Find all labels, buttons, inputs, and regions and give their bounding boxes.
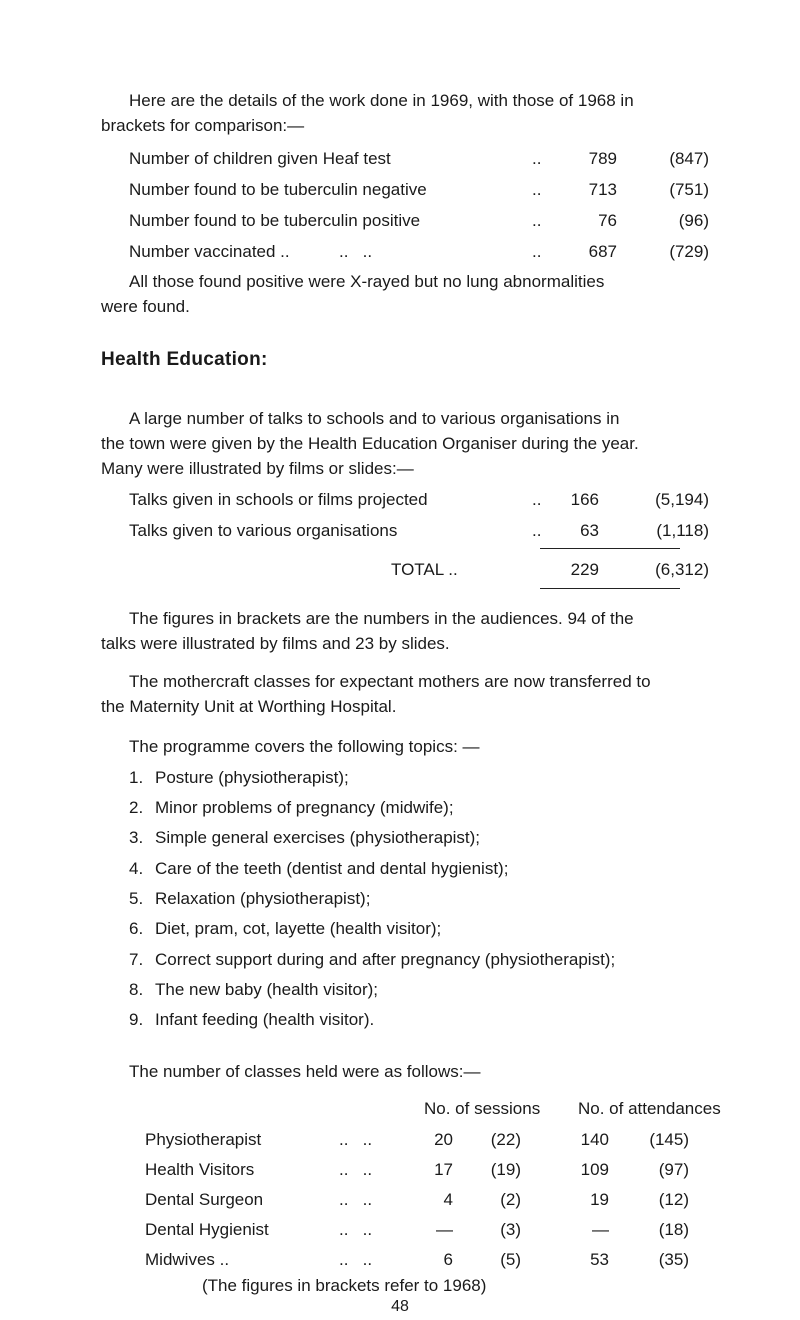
heaf-row-label: Number of children given Heaf test bbox=[129, 149, 391, 168]
heaf-row-1968: (847) bbox=[669, 149, 709, 168]
classes-row-label: Dental Hygienist bbox=[145, 1220, 269, 1239]
heaf-row-1968: (751) bbox=[669, 180, 709, 199]
talks-row-audience: (1,118) bbox=[656, 521, 709, 540]
talks-total-count: 229 bbox=[570, 560, 599, 579]
he-line-3: Many were illustrated by films or slides:— bbox=[101, 459, 414, 478]
topic-text: The new baby (health visitor); bbox=[155, 980, 378, 999]
heaf-row-mid-dots: .. .. bbox=[339, 242, 373, 261]
heaf-row-1 bbox=[129, 147, 709, 171]
classes-row-attend-1968: (18) bbox=[658, 1220, 689, 1239]
talks-row-label: Talks given to various organisations bbox=[129, 521, 398, 540]
classes-row-dots: .. .. bbox=[339, 1130, 373, 1149]
mothercraft-line-2: the Maternity Unit at Worthing Hospital. bbox=[101, 697, 397, 716]
topic-item-2 bbox=[129, 796, 454, 820]
brackets-line-1: The figures in brackets are the numbers in the audiences. 94 of the bbox=[129, 609, 634, 628]
topic-text: Relaxation (physiotherapist); bbox=[155, 889, 371, 908]
heaf-row-2 bbox=[129, 178, 709, 202]
classes-row-attend-1969: 53 bbox=[590, 1250, 609, 1269]
classes-row-label: Health Visitors bbox=[145, 1160, 255, 1179]
classes-row-2 bbox=[145, 1158, 710, 1182]
classes-row-label: Midwives .. bbox=[145, 1250, 230, 1269]
heaf-row-label: Number vaccinated .. bbox=[129, 242, 290, 261]
he-line-1: A large number of talks to schools and to various organisations in bbox=[129, 409, 620, 428]
classes-row-attend-1969: — bbox=[592, 1220, 609, 1239]
topic-text: Correct support during and after pregnancy (physiotherapist); bbox=[155, 950, 616, 969]
heaf-row-3 bbox=[129, 209, 709, 233]
talks-row-count: 63 bbox=[580, 521, 599, 540]
classes-row-dots: .. .. bbox=[339, 1220, 373, 1239]
classes-row-3 bbox=[145, 1188, 710, 1212]
classes-row-sessions-1968: (5) bbox=[500, 1250, 521, 1269]
intro-paragraph bbox=[101, 88, 703, 138]
topic-item-3 bbox=[129, 826, 480, 850]
classes-row-dots: .. .. bbox=[339, 1190, 373, 1209]
classes-row-attend-1969: 140 bbox=[580, 1130, 609, 1149]
classes-row-sessions-1968: (22) bbox=[490, 1130, 521, 1149]
section-heading-health-education: Health Education: bbox=[101, 349, 268, 370]
topic-text: Care of the teeth (dentist and dental hygienist); bbox=[155, 859, 509, 878]
brackets-line-2: talks were illustrated by films and 23 by slides. bbox=[101, 634, 450, 653]
classes-row-dots: .. .. bbox=[339, 1250, 373, 1269]
classes-row-attend-1969: 19 bbox=[590, 1190, 609, 1209]
topic-item-4 bbox=[129, 857, 508, 881]
topic-number: 3. bbox=[129, 828, 144, 847]
classes-footnote: (The figures in brackets refer to 1968) bbox=[202, 1276, 487, 1295]
topic-item-1 bbox=[129, 766, 349, 790]
topic-text: Simple general exercises (physiotherapist); bbox=[155, 828, 481, 847]
classes-row-dots: .. .. bbox=[339, 1160, 373, 1179]
heaf-row-label: Number found to be tuberculin positive bbox=[129, 211, 421, 230]
talks-total-audience: (6,312) bbox=[655, 560, 709, 579]
topic-number: 5. bbox=[129, 889, 144, 908]
xray-line-2: were found. bbox=[101, 297, 190, 316]
topic-item-7 bbox=[129, 948, 615, 972]
classes-row-sessions-1969: 20 bbox=[434, 1130, 453, 1149]
classes-row-sessions-1969: — bbox=[436, 1220, 453, 1239]
topic-number: 1. bbox=[129, 768, 144, 787]
topic-item-5 bbox=[129, 887, 370, 911]
heaf-row-1969: 789 bbox=[588, 149, 617, 168]
talks-row-dots: .. bbox=[532, 521, 542, 540]
talks-row-audience: (5,194) bbox=[655, 490, 709, 509]
classes-row-label: Dental Surgeon bbox=[145, 1190, 264, 1209]
topic-number: 6. bbox=[129, 919, 144, 938]
topic-number: 4. bbox=[129, 859, 144, 878]
heaf-row-dots: .. bbox=[532, 149, 542, 168]
heaf-row-dots: .. bbox=[532, 180, 542, 199]
classes-row-4 bbox=[145, 1218, 710, 1242]
classes-row-5 bbox=[145, 1248, 710, 1272]
topic-number: 2. bbox=[129, 798, 144, 817]
heaf-row-dots: .. bbox=[532, 242, 542, 261]
classes-row-attend-1968: (97) bbox=[658, 1160, 689, 1179]
classes-row-sessions-1969: 6 bbox=[443, 1250, 453, 1269]
classes-row-1 bbox=[145, 1128, 710, 1152]
heaf-row-1969: 713 bbox=[588, 180, 617, 199]
topic-text: Diet, pram, cot, layette (health visitor); bbox=[155, 919, 442, 938]
topic-item-6 bbox=[129, 917, 441, 941]
intro-line-1: Here are the details of the work done in 1969, with those of 1968 in bbox=[129, 91, 634, 110]
talks-row-dots: .. bbox=[532, 490, 542, 509]
mothercraft-line-1: The mothercraft classes for expectant mothers are now transferred to bbox=[129, 672, 651, 691]
heaf-row-1969: 687 bbox=[588, 242, 617, 261]
health-education-paragraph bbox=[101, 406, 703, 481]
classes-row-attend-1968: (35) bbox=[658, 1250, 689, 1269]
programme-intro: The programme covers the following topics: — bbox=[129, 737, 480, 756]
topic-text: Infant feeding (health visitor). bbox=[155, 1010, 375, 1029]
heaf-row-1968: (96) bbox=[678, 211, 709, 230]
col-header-attendances: No. of attendances bbox=[578, 1099, 721, 1118]
classes-intro: The number of classes held were as follows:— bbox=[129, 1062, 481, 1081]
heaf-row-1968: (729) bbox=[669, 242, 709, 261]
total-rule-bottom bbox=[540, 588, 680, 589]
he-line-2: the town were given by the Health Education Organiser during the year. bbox=[101, 434, 639, 453]
xray-line-1: All those found positive were X-rayed but no lung abnormalities bbox=[129, 272, 605, 291]
heaf-row-dots: .. bbox=[532, 211, 542, 230]
classes-row-label: Physiotherapist bbox=[145, 1130, 262, 1149]
talks-row-1 bbox=[129, 488, 709, 512]
mothercraft-paragraph bbox=[101, 669, 703, 719]
heaf-row-1969: 76 bbox=[598, 211, 617, 230]
talks-row-2 bbox=[129, 519, 709, 543]
classes-row-sessions-1968: (2) bbox=[500, 1190, 521, 1209]
topic-number: 8. bbox=[129, 980, 144, 999]
page-number: 48 bbox=[391, 1298, 409, 1315]
talks-total-row bbox=[129, 558, 709, 582]
total-rule-top bbox=[540, 548, 680, 549]
intro-line-2: brackets for comparison:— bbox=[101, 116, 305, 135]
topic-item-8 bbox=[129, 978, 378, 1002]
classes-row-attend-1968: (12) bbox=[658, 1190, 689, 1209]
classes-row-sessions-1968: (3) bbox=[500, 1220, 521, 1239]
classes-row-attend-1968: (145) bbox=[649, 1130, 689, 1149]
topic-number: 7. bbox=[129, 950, 144, 969]
talks-total-label: TOTAL .. bbox=[391, 560, 458, 579]
heaf-row-label: Number found to be tuberculin negative bbox=[129, 180, 427, 199]
talks-row-count: 166 bbox=[570, 490, 599, 509]
heaf-row-4 bbox=[129, 240, 709, 264]
xray-paragraph bbox=[101, 269, 703, 319]
talks-row-label: Talks given in schools or films projected bbox=[129, 490, 428, 509]
topic-item-9 bbox=[129, 1008, 374, 1032]
topic-text: Posture (physiotherapist); bbox=[155, 768, 349, 787]
topic-number: 9. bbox=[129, 1010, 144, 1029]
classes-row-sessions-1969: 17 bbox=[434, 1160, 453, 1179]
classes-row-attend-1969: 109 bbox=[580, 1160, 609, 1179]
classes-row-sessions-1968: (19) bbox=[490, 1160, 521, 1179]
classes-row-sessions-1969: 4 bbox=[443, 1190, 453, 1209]
col-header-sessions: No. of sessions bbox=[424, 1099, 541, 1118]
topic-text: Minor problems of pregnancy (midwife); bbox=[155, 798, 454, 817]
brackets-paragraph bbox=[101, 606, 703, 656]
